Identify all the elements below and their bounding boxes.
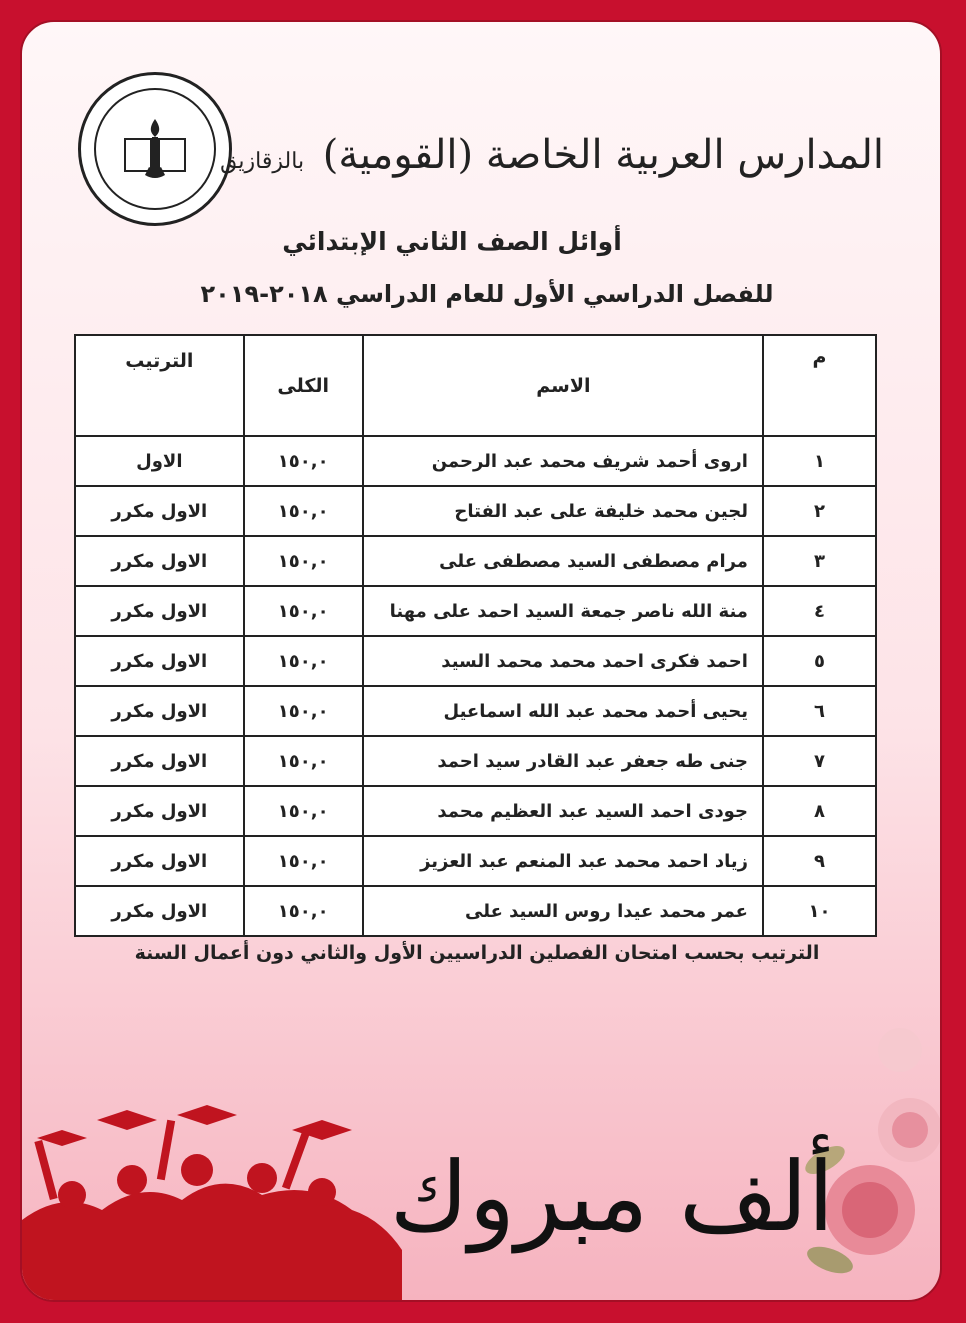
row-total: ١٥٠,٠: [244, 886, 363, 936]
row-name: مرام مصطفى السيد مصطفى على: [363, 536, 763, 586]
table-row: [75, 836, 876, 886]
row-rank: الاول مكرر: [75, 736, 244, 786]
table-row: [75, 886, 876, 936]
table-row: [75, 536, 876, 586]
row-num: ٨: [763, 786, 876, 836]
row-rank: الاول مكرر: [75, 636, 244, 686]
header-total: الكلى: [244, 335, 363, 436]
row-rank: الاول مكرر: [75, 536, 244, 586]
page-title: أوائل الصف الثاني الإبتدائي: [282, 227, 622, 256]
row-name: اروى أحمد شريف محمد عبد الرحمن: [363, 436, 763, 486]
row-total: ١٥٠,٠: [244, 586, 363, 636]
row-total: ١٥٠,٠: [244, 836, 363, 886]
row-total: ١٥٠,٠: [244, 686, 363, 736]
row-num: ٤: [763, 586, 876, 636]
table-row: [75, 586, 876, 636]
school-emblem: [78, 72, 232, 226]
table-row: [75, 786, 876, 836]
row-num: ٥: [763, 636, 876, 686]
torch-book-icon: [115, 109, 195, 189]
row-name: منة الله ناصر جمعة السيد احمد على مهنا: [363, 586, 763, 636]
row-rank: الاول مكرر: [75, 686, 244, 736]
row-rank: الاول مكرر: [75, 786, 244, 836]
row-rank: الاول: [75, 436, 244, 486]
row-total: ١٥٠,٠: [244, 736, 363, 786]
table-header-row: [75, 335, 876, 436]
table-row: [75, 686, 876, 736]
school-name-text: المدارس العربية الخاصة (القومية): [322, 132, 884, 178]
row-total: ١٥٠,٠: [244, 436, 363, 486]
header-name: الاسم: [363, 335, 763, 436]
row-total: ١٥٠,٠: [244, 486, 363, 536]
header-rank: الترتيب: [75, 335, 244, 436]
congratulations-calligraphy: ألف مبروك: [389, 1141, 835, 1253]
page-subtitle: للفصل الدراسي الأول للعام الدراسي ٢٠١٨-٢٠١٩: [200, 280, 774, 308]
row-rank: الاول مكرر: [75, 486, 244, 536]
row-name: احمد فكرى احمد محمد محمد السيد: [363, 636, 763, 686]
row-name: جنى طه جعفر عبد القادر سيد احمد: [363, 736, 763, 786]
row-total: ١٥٠,٠: [244, 786, 363, 836]
school-name: [220, 132, 884, 178]
graduates-silhouette-illustration: [22, 1100, 402, 1300]
school-city: بالزقازيق: [220, 149, 305, 174]
row-name: يحيى أحمد محمد عبد الله اسماعيل: [363, 686, 763, 736]
row-num: ٦: [763, 686, 876, 736]
row-name: لجين محمد خليفة على عبد الفتاح: [363, 486, 763, 536]
header-num: م: [763, 335, 876, 436]
row-total: ١٥٠,٠: [244, 636, 363, 686]
ranking-note: الترتيب بحسب امتحان الفصلين الدراسيين الأول والثاني دون أعمال السنة: [134, 942, 820, 964]
row-rank: الاول مكرر: [75, 586, 244, 636]
row-num: ٣: [763, 536, 876, 586]
table-row: [75, 736, 876, 786]
row-rank: الاول مكرر: [75, 836, 244, 886]
row-num: ٩: [763, 836, 876, 886]
row-name: زياد احمد محمد عبد المنعم عبد العزيز: [363, 836, 763, 886]
row-num: ١٠: [763, 886, 876, 936]
row-name: عمر محمد عيدا روس السيد على: [363, 886, 763, 936]
results-table: [74, 334, 877, 937]
row-num: ١: [763, 436, 876, 486]
row-total: ١٥٠,٠: [244, 536, 363, 586]
row-name: جودى احمد السيد عبد العظيم محمد: [363, 786, 763, 836]
certificate-card: [20, 20, 942, 1302]
table-row: [75, 486, 876, 536]
table-row: [75, 636, 876, 686]
row-num: ٧: [763, 736, 876, 786]
row-num: ٢: [763, 486, 876, 536]
table-row: [75, 436, 876, 486]
row-rank: الاول مكرر: [75, 886, 244, 936]
